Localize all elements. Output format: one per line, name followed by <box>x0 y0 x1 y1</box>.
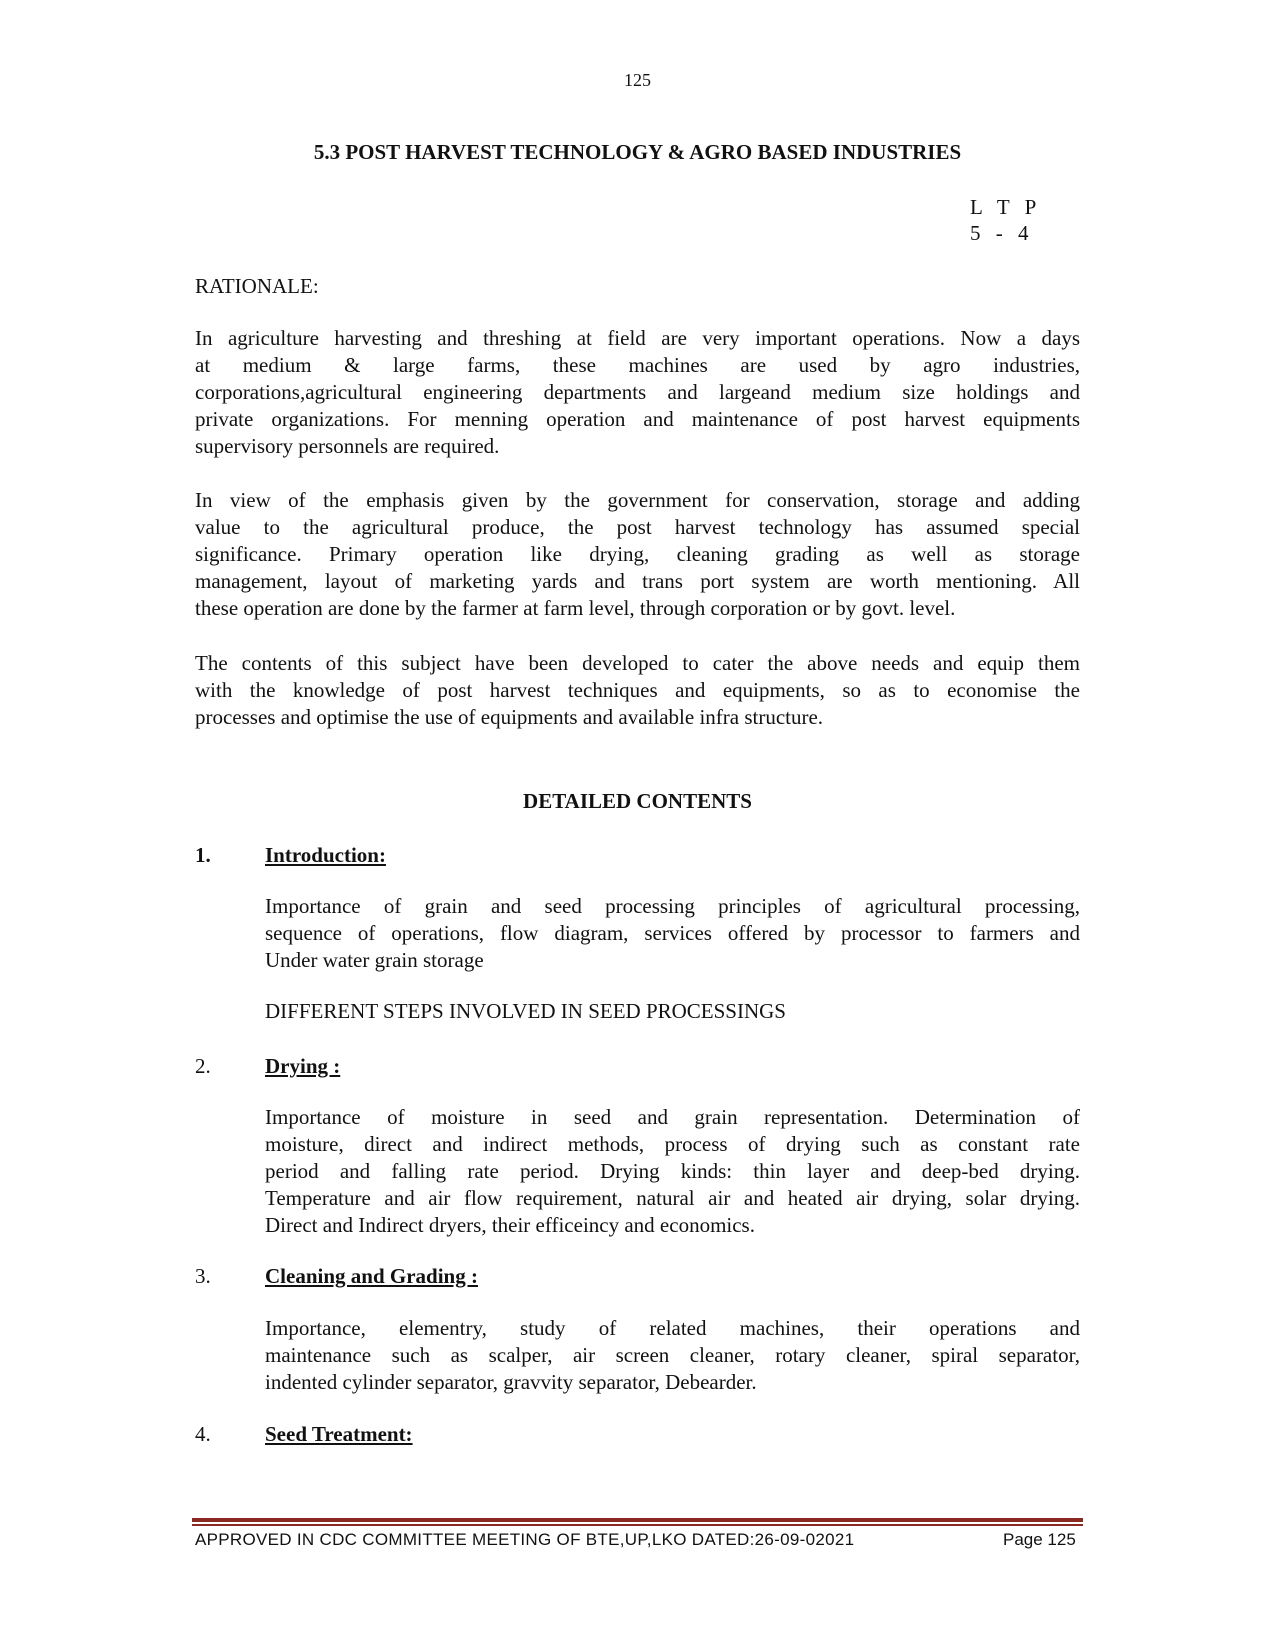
section-body-introduction <box>265 893 1080 974</box>
section-number: 4. <box>195 1422 211 1446</box>
text-line: supervisory personnels are required. <box>195 434 500 458</box>
rationale-paragraph-1 <box>195 325 1080 460</box>
section-title-introduction: Introduction: <box>265 843 386 867</box>
text-line: maintenance such as scalper, air screen cleaner, rotary cleaner, spiral separator, <box>265 1343 1080 1367</box>
page-number: 125 <box>624 70 651 90</box>
section-title-seed-treatment: Seed Treatment: <box>265 1422 413 1446</box>
rationale-paragraph-3 <box>195 650 1080 731</box>
section-title-drying: Drying : <box>265 1054 341 1078</box>
text-line: management, layout of marketing yards and trans port system are worth mentioning. All <box>195 569 1080 593</box>
text-line: Importance, elementry, study of related machines, their operations and <box>265 1316 1080 1340</box>
text-line: The contents of this subject have been developed to cater the above needs and equip them <box>195 651 1080 675</box>
text-line: these operation are done by the farmer at farm level, through corporation or by govt. level. <box>195 596 956 620</box>
text-line: Importance of grain and seed processing principles of agricultural processing, <box>265 894 1080 918</box>
section-number: 3. <box>195 1264 211 1288</box>
text-line: processes and optimise the use of equipments and available infra structure. <box>195 705 824 729</box>
section-title-cleaning-grading: Cleaning and Grading : <box>265 1264 478 1288</box>
footer-approval-text: APPROVED IN CDC COMMITTEE MEETING OF BTE,UP,LKO DATED:26-09-02021 <box>195 1530 855 1549</box>
text-line: value to the agricultural produce, the post harvest technology has assumed special <box>195 515 1080 539</box>
seed-processing-steps-heading: DIFFERENT STEPS INVOLVED IN SEED PROCESSINGS <box>265 999 786 1023</box>
footer-page-number: Page 125 <box>1003 1530 1076 1549</box>
text-line: sequence of operations, flow diagram, services offered by processor to farmers and <box>265 921 1080 945</box>
section-body-drying <box>265 1104 1080 1239</box>
text-line: corporations,agricultural engineering departments and largeand medium size holdings and <box>195 380 1080 404</box>
text-line: moisture, direct and indirect methods, process of drying such as constant rate <box>265 1132 1080 1156</box>
text-line: Importance of moisture in seed and grain representation. Determination of <box>265 1105 1080 1129</box>
footer-divider <box>192 1524 1083 1526</box>
text-line: Direct and Indirect dryers, their efficeincy and economics. <box>265 1213 755 1237</box>
ltp-values: 5 - 4 <box>970 221 1034 245</box>
text-line: Under water grain storage <box>265 948 484 972</box>
text-line: with the knowledge of post harvest techniques and equipments, so as to economise the <box>195 678 1080 702</box>
text-line: In view of the emphasis given by the government for conservation, storage and adding <box>195 488 1080 512</box>
text-line: private organizations. For menning operation and maintenance of post harvest equipments <box>195 407 1080 431</box>
section-body-cleaning-grading <box>265 1315 1080 1396</box>
text-line: In agriculture harvesting and threshing at field are very important operations. Now a days <box>195 326 1080 350</box>
ltp-header: L T P <box>970 195 1042 219</box>
footer-divider <box>192 1518 1083 1522</box>
detailed-contents-heading: DETAILED CONTENTS <box>523 789 752 813</box>
text-line: indented cylinder separator, gravvity separator, Debearder. <box>265 1370 757 1394</box>
text-line: at medium & large farms, these machines are used by agro industries, <box>195 353 1080 377</box>
rationale-heading: RATIONALE: <box>195 274 319 298</box>
text-line: Temperature and air flow requirement, natural air and heated air drying, solar drying. <box>265 1186 1080 1210</box>
text-line: period and falling rate period. Drying kinds: thin layer and deep-bed drying. <box>265 1159 1080 1183</box>
rationale-paragraph-2 <box>195 487 1080 622</box>
text-line: significance. Primary operation like drying, cleaning grading as well as storage <box>195 542 1080 566</box>
section-number: 2. <box>195 1054 211 1078</box>
page-title: 5.3 POST HARVEST TECHNOLOGY & AGRO BASED INDUSTRIES <box>313 140 962 164</box>
section-number: 1. <box>195 843 211 867</box>
